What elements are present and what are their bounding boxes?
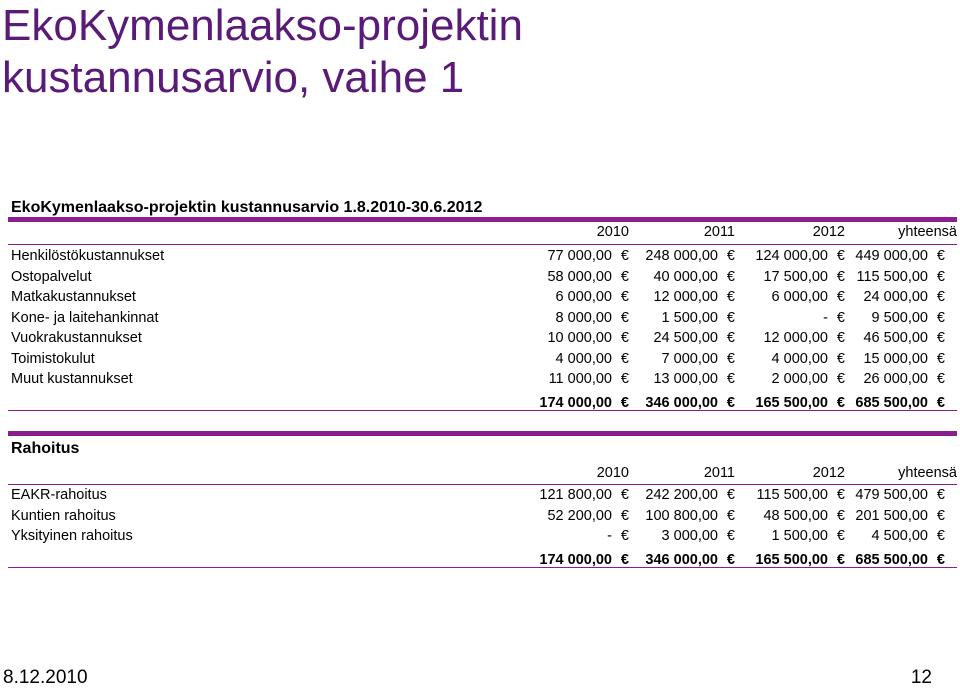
amount-value: 12 000,00 bbox=[653, 289, 718, 305]
funding-header-2010: 2010 bbox=[596, 465, 629, 481]
amount-cell bbox=[755, 246, 845, 266]
row-label: Vuokrakustannukset bbox=[11, 330, 142, 346]
amount-cell bbox=[757, 485, 846, 505]
amount-value: 3 000,00 bbox=[661, 528, 718, 544]
amount-value: 24 000,00 bbox=[863, 289, 928, 305]
amount-value: 124 000,00 bbox=[755, 248, 828, 264]
row-label: Ostopalvelut bbox=[11, 268, 92, 285]
amount-cell bbox=[653, 287, 735, 307]
amount-cell bbox=[863, 349, 945, 369]
currency-symbol: € bbox=[726, 394, 735, 411]
currency-symbol: € bbox=[726, 248, 735, 264]
funding-header-2012: 2012 bbox=[812, 465, 845, 481]
amount-cell bbox=[855, 506, 945, 526]
currency-symbol: € bbox=[620, 309, 629, 326]
amount-cell bbox=[872, 526, 945, 546]
page-number: 12 bbox=[910, 667, 932, 688]
table-row bbox=[11, 308, 957, 328]
amount-cell bbox=[823, 308, 845, 328]
amount-cell bbox=[863, 369, 945, 389]
row-label: Toimistokulut bbox=[11, 350, 95, 367]
currency-symbol: € bbox=[836, 330, 845, 346]
footer-date: 8.12.2010 bbox=[3, 667, 88, 688]
amount-value: 10 000,00 bbox=[547, 330, 612, 346]
currency-symbol: € bbox=[726, 289, 735, 305]
currency-symbol: € bbox=[836, 487, 845, 503]
currency-symbol: € bbox=[726, 268, 735, 285]
slide-title-line1: EkoKymenlaakso-projektin bbox=[2, 1, 523, 50]
currency-symbol: € bbox=[936, 487, 945, 503]
currency-symbol: € bbox=[620, 528, 629, 544]
table-row bbox=[11, 246, 957, 266]
amount-cell bbox=[547, 506, 629, 526]
currency-symbol: € bbox=[726, 551, 735, 568]
amount-cell bbox=[607, 526, 629, 546]
amount-value: 9 500,00 bbox=[871, 309, 928, 326]
currency-symbol: € bbox=[836, 507, 845, 524]
currency-symbol: € bbox=[836, 309, 845, 326]
amount-cell bbox=[547, 328, 629, 348]
currency-symbol: € bbox=[620, 487, 629, 503]
currency-symbol: € bbox=[836, 551, 845, 568]
funding-title: Rahoitus bbox=[11, 440, 80, 457]
amount-value: 115 500,00 bbox=[856, 268, 928, 285]
amount-cell bbox=[539, 485, 629, 505]
amount-cell bbox=[863, 328, 945, 348]
currency-symbol: € bbox=[936, 330, 945, 346]
amount-cell bbox=[556, 349, 629, 369]
amount-value: 58 000,00 bbox=[547, 268, 612, 285]
amount-value: 685 500,00 bbox=[855, 551, 928, 568]
amount-value: 4 500,00 bbox=[871, 528, 928, 544]
amount-cell bbox=[549, 369, 629, 389]
amount-value: 201 500,00 bbox=[855, 507, 928, 524]
currency-symbol: € bbox=[620, 330, 629, 346]
row-label: Yksityinen rahoitus bbox=[11, 528, 133, 544]
amount-value: 40 000,00 bbox=[653, 268, 718, 285]
amount-value: 26 000,00 bbox=[863, 371, 928, 387]
amount-value: 52 200,00 bbox=[547, 507, 612, 524]
row-label: Matkakustannukset bbox=[11, 289, 136, 305]
table-row bbox=[11, 369, 957, 389]
amount-value: 346 000,00 bbox=[645, 394, 718, 411]
amount-value: 174 000,00 bbox=[539, 551, 612, 568]
cost-header-2010: 2010 bbox=[596, 224, 629, 240]
amount-value: - bbox=[607, 528, 612, 544]
funding-top-rule bbox=[8, 431, 957, 436]
table-row bbox=[11, 526, 957, 546]
currency-symbol: € bbox=[836, 289, 845, 305]
amount-cell bbox=[872, 308, 945, 328]
table-row bbox=[11, 485, 957, 505]
currency-symbol: € bbox=[726, 309, 735, 326]
amount-value: 115 500,00 bbox=[756, 487, 828, 503]
table-row bbox=[11, 328, 957, 348]
currency-symbol: € bbox=[936, 289, 945, 305]
currency-symbol: € bbox=[620, 268, 629, 285]
table-row bbox=[11, 506, 957, 526]
amount-value: 8 000,00 bbox=[555, 309, 612, 326]
currency-symbol: € bbox=[936, 350, 945, 367]
currency-symbol: € bbox=[836, 394, 845, 411]
table-row bbox=[11, 287, 957, 307]
currency-symbol: € bbox=[620, 371, 629, 387]
amount-cell bbox=[772, 526, 845, 546]
amount-value: 165 500,00 bbox=[755, 551, 828, 568]
cost-table-subtitle: EkoKymenlaakso-projektin kustannusarvio 1.8.2010-30.6.2012 bbox=[11, 199, 483, 216]
currency-symbol: € bbox=[836, 350, 845, 367]
amount-value: 174 000,00 bbox=[539, 394, 612, 411]
amount-cell bbox=[547, 246, 629, 266]
amount-cell bbox=[662, 526, 735, 546]
currency-symbol: € bbox=[936, 268, 945, 285]
currency-symbol: € bbox=[726, 487, 735, 503]
currency-symbol: € bbox=[936, 371, 945, 387]
amount-value: - bbox=[823, 309, 828, 326]
amount-value: 11 000,00 bbox=[548, 371, 612, 387]
amount-cell bbox=[763, 506, 845, 526]
amount-value: 449 000,00 bbox=[855, 248, 928, 264]
amount-value: 6 000,00 bbox=[555, 289, 612, 305]
currency-symbol: € bbox=[836, 248, 845, 264]
amount-value: 248 000,00 bbox=[645, 248, 718, 264]
currency-symbol: € bbox=[726, 528, 735, 544]
currency-symbol: € bbox=[836, 528, 845, 544]
cost-header-total: yhteensä bbox=[898, 224, 957, 240]
amount-cell bbox=[772, 349, 845, 369]
amount-cell bbox=[855, 246, 945, 266]
amount-cell bbox=[653, 267, 735, 287]
currency-symbol: € bbox=[836, 371, 845, 387]
cost-header-2012: 2012 bbox=[812, 224, 845, 240]
currency-symbol: € bbox=[620, 394, 629, 411]
amount-value: 48 500,00 bbox=[763, 507, 828, 524]
amount-cell bbox=[772, 287, 845, 307]
currency-symbol: € bbox=[726, 507, 735, 524]
currency-symbol: € bbox=[620, 248, 629, 264]
table-row bbox=[11, 349, 957, 369]
amount-cell bbox=[653, 328, 735, 348]
currency-symbol: € bbox=[936, 309, 945, 326]
amount-cell bbox=[653, 369, 735, 389]
funding-total-rule bbox=[8, 567, 957, 568]
currency-symbol: € bbox=[726, 330, 735, 346]
funding-header-2011: 2011 bbox=[703, 465, 735, 481]
currency-symbol: € bbox=[726, 350, 735, 367]
amount-cell bbox=[763, 328, 845, 348]
slide-title-line2: kustannusarvio, vaihe 1 bbox=[2, 53, 465, 102]
amount-value: 1 500,00 bbox=[771, 528, 828, 544]
currency-symbol: € bbox=[936, 507, 945, 524]
amount-value: 121 800,00 bbox=[539, 487, 612, 503]
amount-value: 17 500,00 bbox=[763, 268, 828, 285]
amount-value: 13 000,00 bbox=[653, 371, 718, 387]
amount-value: 346 000,00 bbox=[645, 551, 718, 568]
currency-symbol: € bbox=[620, 350, 629, 367]
amount-value: 7 000,00 bbox=[661, 350, 718, 367]
amount-value: 479 500,00 bbox=[855, 487, 928, 503]
amount-cell bbox=[863, 287, 945, 307]
amount-cell bbox=[855, 485, 945, 505]
amount-cell bbox=[645, 506, 735, 526]
amount-value: 12 000,00 bbox=[763, 330, 828, 346]
currency-symbol: € bbox=[936, 551, 945, 568]
currency-symbol: € bbox=[726, 371, 735, 387]
amount-value: 4 000,00 bbox=[555, 350, 612, 367]
table-row bbox=[11, 267, 957, 287]
currency-symbol: € bbox=[936, 394, 945, 411]
amount-value: 24 500,00 bbox=[653, 330, 718, 346]
costs-total-rule bbox=[8, 410, 957, 411]
amount-value: 2 000,00 bbox=[771, 371, 828, 387]
amount-value: 15 000,00 bbox=[863, 350, 928, 367]
amount-value: 1 500,00 bbox=[661, 309, 718, 326]
amount-cell bbox=[556, 308, 629, 328]
row-label: Muut kustannukset bbox=[11, 371, 133, 387]
currency-symbol: € bbox=[620, 507, 629, 524]
amount-value: 6 000,00 bbox=[771, 289, 828, 305]
amount-cell bbox=[662, 308, 735, 328]
currency-symbol: € bbox=[836, 268, 845, 285]
amount-value: 685 500,00 bbox=[855, 394, 928, 411]
row-label: EAKR-rahoitus bbox=[11, 487, 107, 503]
cost-header-rule bbox=[8, 244, 957, 245]
amount-cell bbox=[547, 267, 629, 287]
currency-symbol: € bbox=[620, 289, 629, 305]
amount-cell bbox=[763, 267, 845, 287]
amount-value: 77 000,00 bbox=[547, 248, 612, 264]
slide-title bbox=[2, 0, 942, 104]
amount-cell bbox=[645, 485, 735, 505]
funding-header-total: yhteensä bbox=[898, 465, 957, 481]
row-label: Kuntien rahoitus bbox=[11, 507, 116, 524]
amount-cell bbox=[662, 349, 735, 369]
amount-value: 46 500,00 bbox=[863, 330, 928, 346]
row-label: Henkilöstökustannukset bbox=[11, 248, 165, 264]
amount-value: 165 500,00 bbox=[755, 394, 828, 411]
currency-symbol: € bbox=[936, 248, 945, 264]
amount-value: 4 000,00 bbox=[771, 350, 828, 367]
cost-header-row bbox=[11, 222, 957, 242]
funding-header-row bbox=[11, 463, 957, 483]
currency-symbol: € bbox=[936, 528, 945, 544]
amount-cell bbox=[857, 267, 946, 287]
cost-header-2011: 2011 bbox=[703, 224, 735, 240]
amount-cell bbox=[772, 369, 845, 389]
amount-value: 242 200,00 bbox=[645, 487, 718, 503]
currency-symbol: € bbox=[620, 551, 629, 568]
amount-cell bbox=[645, 246, 735, 266]
amount-value: 100 800,00 bbox=[645, 507, 718, 524]
amount-cell bbox=[556, 287, 629, 307]
row-label: Kone- ja laitehankinnat bbox=[11, 309, 159, 326]
